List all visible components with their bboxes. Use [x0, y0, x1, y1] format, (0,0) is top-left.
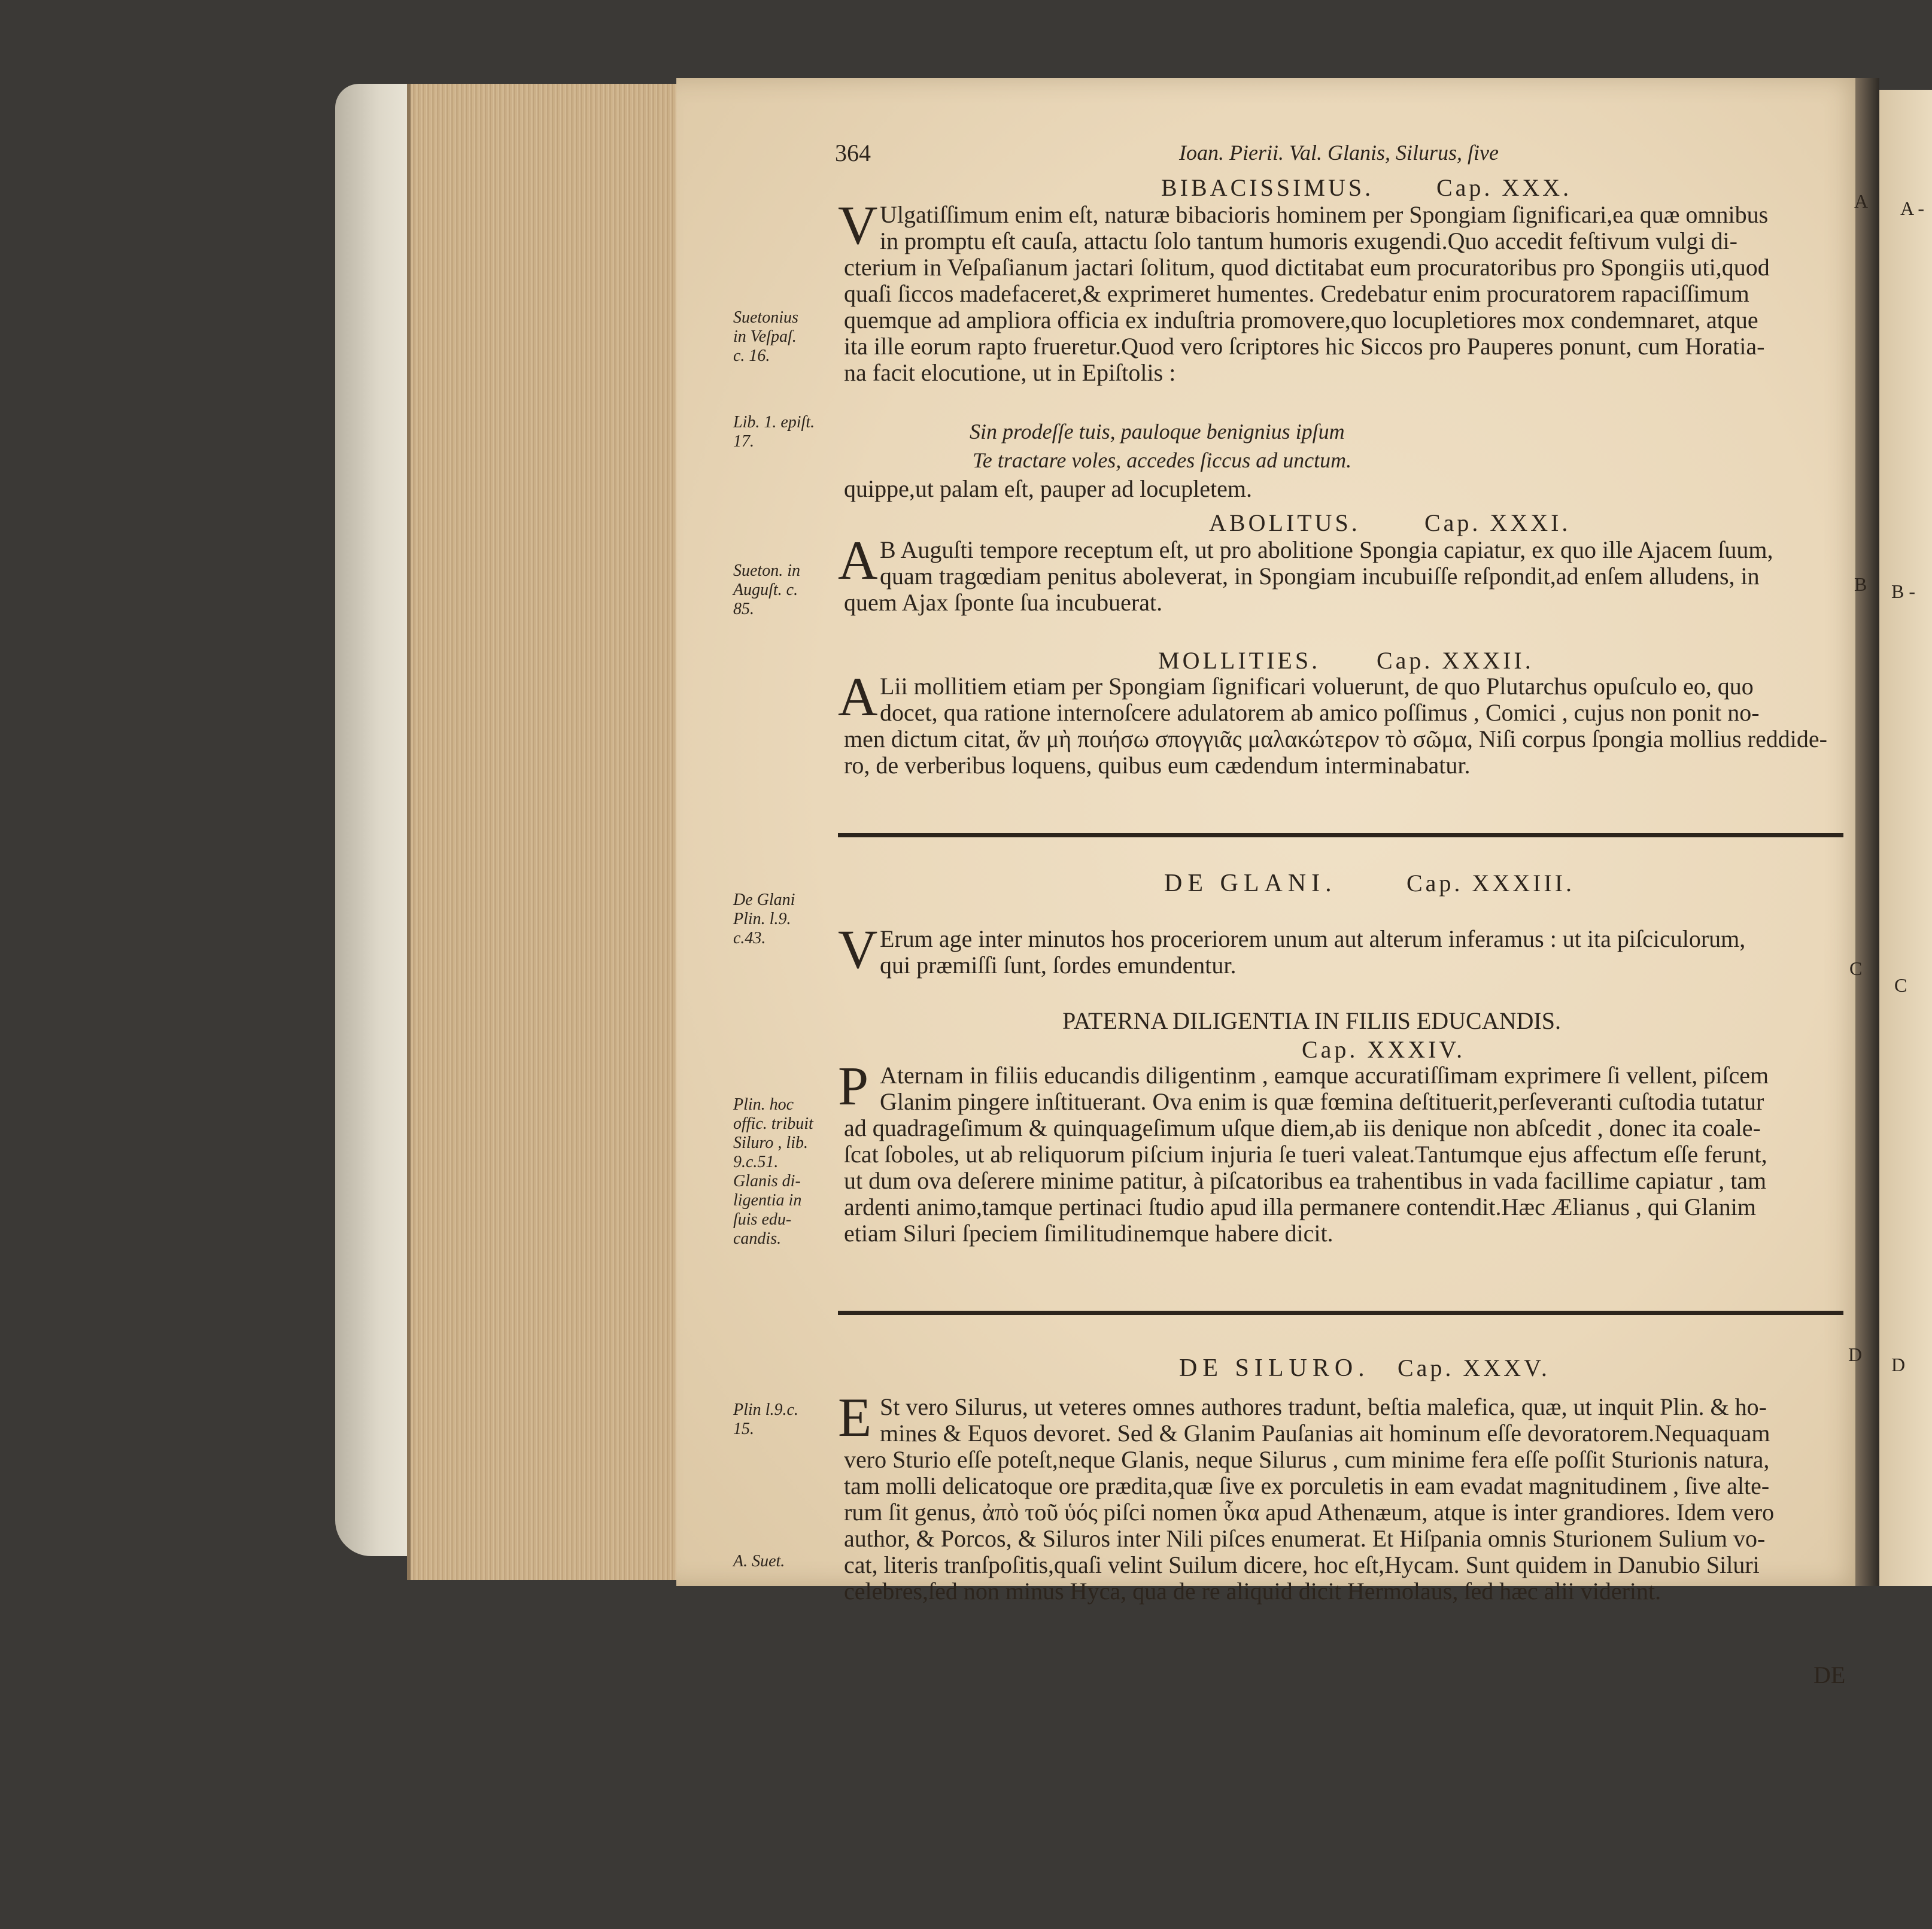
text-line: celebres,ſed non minus Hyca, qua de re aliquid dicit Hermolaus, ſed hæc alii viderint. — [844, 1578, 1661, 1605]
text-line: St vero Silurus, ut veteres omnes authores tradunt, beſtia malefica, quæ, ut inquit Plin. & ho- — [880, 1393, 1767, 1420]
text-line: tam molli delicatoque ore prædita,quæ ſive ex porculetis in eam evadat magnitudinem , ſive alte- — [844, 1472, 1770, 1499]
chapter-number: Cap. XXXI. — [1424, 509, 1571, 536]
text-line: mines & Equos devoret. Sed & Glanim Pauſanias ait hominum eſſe devoratorem.Nequaquam — [880, 1420, 1770, 1447]
facing-page-text: C — [1894, 974, 1907, 996]
drop-cap: V — [838, 919, 878, 980]
text-line: vero Sturio eſſe poteſt,neque Glanis, neque Silurus , cum minime fera eſſe poſſit Sturionis natura, — [844, 1446, 1770, 1473]
chapter-title: DE GLANI. — [1164, 870, 1337, 897]
verse-line: Te tractare voles, accedes ſiccus ad unctum. — [973, 448, 1352, 472]
margin-note: Plin l.9.c. 15. — [733, 1401, 798, 1438]
text-line: etiam Siluri ſpeciem ſimilitudinemque habere dicit. — [844, 1220, 1333, 1247]
text-line: quippe,ut palam eſt, pauper ad locupletem. — [844, 475, 1252, 502]
text-line: B Auguſti tempore receptum eſt, ut pro abolitione Spongia capiatur, ex quo ille Ajacem ſuum, — [880, 536, 1773, 563]
margin-note: A. Suet. — [733, 1552, 785, 1570]
text-line: Erum age inter minutos hos proceriorem unum aut alterum inferamus : ut ita piſciculorum, — [880, 925, 1746, 952]
text-line: Ulgatiſſimum enim eſt, naturæ bibacioris hominem per Spongiam ſignificari,ea quæ omnibus — [880, 201, 1769, 228]
chapter-number: Cap. XXXII. — [1377, 647, 1534, 674]
text-line: ſcat ſoboles, ut ab reliquorum piſcium injuria ſe tueri valeat.Tantumque ejus affectum eſſe ferunt, — [844, 1141, 1767, 1168]
paragraph — [880, 537, 1773, 590]
text-line: Lii mollitiem etiam per Spongiam ſignificari voluerunt, de quo Plutarchus opuſculo eo, quo — [880, 673, 1754, 700]
facing-page-text: B - — [1891, 581, 1915, 602]
paragraph-head — [880, 673, 1760, 726]
letter-mark: D — [1848, 1344, 1863, 1365]
chapter-title: MOLLITIES. — [1158, 647, 1321, 674]
paragraph-head — [880, 1062, 1769, 1115]
text-line: ut dum ova deſerere minime patitur, à piſcatoribus ea trahentibus in vada facillime capiatur , tam — [844, 1167, 1767, 1194]
paragraph — [880, 926, 1745, 979]
text-line: na facit elocutione, ut in Epiſtolis : — [844, 359, 1176, 386]
margin-note: Lib. 1. epiſt. 17. — [733, 413, 815, 451]
page-edges — [407, 84, 686, 1580]
letter-mark: C — [1849, 958, 1863, 979]
facing-page-text: A - — [1900, 198, 1924, 219]
text-line: quem Ajax ſponte ſua incubuerat. — [844, 589, 1163, 616]
facing-page-edge — [1879, 90, 1932, 1586]
text-line: ad quadrageſimum & quinquageſimum uſque diem,ab iis denique non abſcedit , donec ita coale- — [844, 1114, 1761, 1141]
text-line: quaſi ſiccos madefaceret,& exprimeret humentes. Credebatur enim procuratorem rapaciſſimum — [844, 280, 1749, 307]
section-rule — [838, 833, 1843, 837]
margin-note: Sueton. in Auguſt. c. 85. — [733, 561, 800, 618]
text-line: in promptu eſt cauſa, attactu ſolo tantum humoris exugendi.Quo accedit feſtivum vulgi di- — [880, 227, 1737, 254]
paragraph-body — [844, 726, 1827, 779]
chapter-title: DE SILURO. — [1179, 1354, 1370, 1382]
paragraph-head — [880, 1394, 1770, 1447]
chapter-title: PATERNA DILIGENTIA IN FILIIS EDUCANDIS. — [1062, 1007, 1561, 1034]
text-line: cterium in Veſpaſianum jactari ſolitum, quod dictitabat eum procuratoribus pro Spongiis uti,quod — [844, 254, 1770, 281]
paragraph-head — [880, 202, 1768, 254]
chapter-title: ABOLITUS. — [1209, 509, 1360, 536]
text-line: ita ille eorum rapto frueretur.Quod vero ſcriptores hic Siccos pro Pauperes ponunt, cum Horatia- — [844, 333, 1765, 360]
text-line: quemque ad ampliora officia ex induſtria promovere,quo locupletiores mox condemnaret, atque — [844, 306, 1758, 333]
drop-cap: E — [838, 1387, 872, 1448]
paragraph-body — [844, 254, 1770, 386]
text-line: rum ſit genus, ἀπὸ τοῦ ὑός piſci nomen ὗκα apud Athenæum, atque is inter grandiores. Idem vero — [844, 1499, 1775, 1526]
margin-note: De Glani Plin. l.9. c.43. — [733, 891, 795, 947]
drop-cap: A — [838, 530, 878, 591]
drop-cap: V — [838, 195, 878, 256]
section-rule — [838, 1311, 1843, 1315]
text-line: men dictum citat, ἄν μὴ ποιήσω σπογγιᾶς μαλακώτερον τὸ σῶμα, Niſi corpus ſpongia mollius reddide- — [844, 725, 1827, 752]
text-line: ardenti animo,tamque pertinaci ſtudio apud illa permanere contendit.Hæc Ælianus , qui Glanim — [844, 1193, 1757, 1220]
chapter-number: Cap. XXXIV. — [1302, 1036, 1466, 1063]
drop-cap: A — [838, 666, 878, 727]
running-title: Ioan. Pierii. Val. Glanis, Silurus, ſive — [1179, 141, 1499, 165]
chapter-number: Cap. XXXV. — [1398, 1354, 1550, 1381]
text-line: cat, literis tranſpoſitis,quaſi velint Suilum dicere, hoc eſt,Hycam. Sunt quidem in Danubio Siluri — [844, 1551, 1760, 1578]
letter-mark: B — [1854, 573, 1867, 595]
page-number: 364 — [835, 139, 871, 166]
facing-page-text: D — [1891, 1354, 1906, 1375]
text-line: author, & Porcos, & Siluros inter Nili piſces enumerat. Et Hiſpania omnis Sturionem Sulium vo- — [844, 1525, 1766, 1552]
chapter-title: BIBACISSIMUS. — [1161, 174, 1374, 201]
drop-cap: P — [838, 1055, 869, 1116]
catchword: DE — [1813, 1661, 1846, 1688]
text-line: Glanim pingere inſtituerant. Ova enim is quæ fœmina deſtituerit,perſeveranti cuſtodia tutatur — [880, 1088, 1764, 1115]
chapter-number: Cap. XXX. — [1436, 174, 1572, 201]
paragraph-body — [844, 1115, 1767, 1247]
margin-note: Plin. hoc offic. tribuit Siluro , lib. 9.c.51. Glanis di- ligentia in ſuis edu- candis. — [733, 1095, 813, 1248]
letter-mark: A — [1854, 190, 1869, 212]
verse-line: Sin prodeſſe tuis, pauloque benignius ipſum — [970, 420, 1345, 443]
margin-note: Suetonius in Veſpaſ. c. 16. — [733, 308, 798, 365]
text-line: docet, qua ratione internoſcere adulatorem ab amico poſſimus , Comici , cujus non ponit no- — [880, 699, 1760, 726]
text-line: qui præmiſſi ſunt, ſordes emundentur. — [880, 952, 1237, 979]
text-line: quam tragœdiam penitus aboleverat, in Spongiam incubuiſſe reſpondit,ad enſem alludens, in — [880, 563, 1760, 590]
chapter-number: Cap. XXXIII. — [1407, 870, 1575, 897]
text-line: ro, de verberibus loquens, quibus eum cædendum interminabatur. — [844, 752, 1471, 779]
paragraph-body — [844, 1447, 1774, 1605]
text-line: Aternam in filiis educandis diligentinm , eamque accuratiſſimam exprimere ſi vellent, piſcem — [880, 1062, 1769, 1089]
